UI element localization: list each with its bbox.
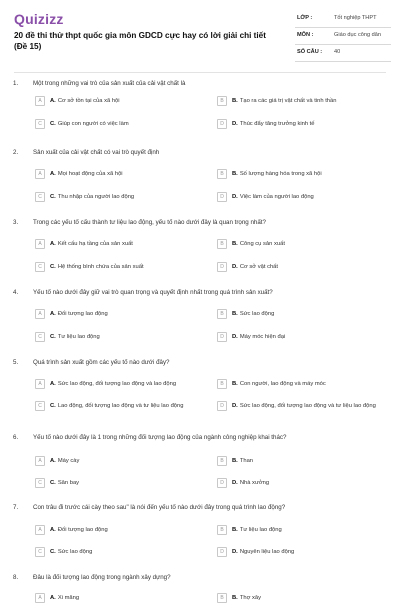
- option-letter-box: B: [217, 96, 227, 106]
- option-text: A. Xi măng: [50, 595, 80, 601]
- option-text: D. Việc làm của người lao động: [232, 194, 314, 200]
- question-text: Đâu là đối tượng lao động trong ngành xây dựng?: [33, 574, 171, 581]
- option-letter-box: C: [35, 119, 45, 129]
- option-text: A. Đối tượng lao động: [50, 527, 108, 533]
- question-text: Trong các yếu tố cấu thành tư liệu lao động, yếu tố nào dưới đây là quan trọng nhất?: [33, 219, 266, 226]
- option-letter-box: A: [35, 456, 45, 466]
- option-text: D. Máy móc hiện đại: [232, 334, 286, 340]
- worksheet-title: 20 đề thi thử thpt quốc gia môn GDCD cực hay có lời giải chi tiết (Đề 15): [14, 31, 266, 51]
- option-text: C. Sân bay: [50, 480, 80, 486]
- question-number: 7.: [13, 504, 19, 511]
- option-letter-box: D: [217, 262, 227, 272]
- option-text: D. Cơ sở vật chất: [232, 264, 279, 270]
- worksheet-header: [0, 0, 400, 72]
- question-number: 6.: [13, 434, 19, 441]
- meta-key: MÔN :: [297, 32, 314, 38]
- option-letter-box: A: [35, 309, 45, 319]
- meta-row-question-count: [295, 45, 391, 62]
- option-letter-box: C: [35, 332, 45, 342]
- option-letter-box: A: [35, 239, 45, 249]
- question-number: 4.: [13, 289, 19, 296]
- option-text: B. Con người, lao động và máy móc: [232, 381, 326, 387]
- option-letter-box: A: [35, 96, 45, 106]
- option-letter-box: A: [35, 525, 45, 535]
- option-text: D. Nguyên liệu lao động: [232, 549, 295, 555]
- option-text: B. Công cụ sản xuất: [232, 241, 285, 247]
- option-text: D. Nhà xưởng: [232, 480, 270, 486]
- option-text: B. Sức lao động: [232, 311, 275, 317]
- option-letter-box: C: [35, 401, 45, 411]
- option-text: B. Thợ xây: [232, 595, 262, 601]
- option-text: D. Thúc đẩy tăng trưởng kinh tế: [232, 121, 315, 127]
- question-text: Một trong những vai trò của sản xuất của cải vật chất là: [33, 80, 186, 87]
- option-letter-box: B: [217, 593, 227, 603]
- option-text: B. Tư liệu lao động: [232, 527, 282, 533]
- option-text: A. Máy cày: [50, 458, 80, 464]
- option-text: A. Cơ sở tồn tại của xã hội: [50, 98, 120, 104]
- option-text: B. Than: [232, 458, 254, 464]
- option-letter-box: B: [217, 379, 227, 389]
- option-letter-box: C: [35, 262, 45, 272]
- option-letter-box: D: [217, 478, 227, 488]
- meta-value: Tốt nghiệp THPT: [334, 15, 377, 21]
- option-letter-box: A: [35, 169, 45, 179]
- option-letter-box: B: [217, 456, 227, 466]
- option-text: A. Sức lao động, đối tượng lao động và lao động: [50, 381, 177, 387]
- quizizz-logo: Quizizz: [14, 11, 64, 27]
- option-letter-box: D: [217, 401, 227, 411]
- meta-value: 40: [334, 49, 341, 55]
- option-text: B. Tạo ra các giá trị vật chất và tinh thần: [232, 98, 337, 104]
- option-letter-box: B: [217, 239, 227, 249]
- question-number: 1.: [13, 80, 19, 87]
- question-number: 3.: [13, 219, 19, 226]
- option-letter-box: D: [217, 547, 227, 557]
- option-letter-box: C: [35, 478, 45, 488]
- option-letter-box: A: [35, 379, 45, 389]
- header-divider: [14, 72, 386, 73]
- option-letter-box: A: [35, 593, 45, 603]
- question-text: Yếu tố nào dưới đây giữ vai trò quan trọng và quyết định nhất trong quá trình sản xuất?: [33, 289, 273, 296]
- option-letter-box: B: [217, 525, 227, 535]
- meta-key: LỚP :: [297, 15, 313, 21]
- option-text: C. Sức lao động: [50, 549, 93, 555]
- question-text: Quá trình sản xuất gồm các yếu tố nào dưới đây?: [33, 359, 170, 366]
- option-text: C. Tư liệu lao động: [50, 334, 100, 340]
- option-text: C. Giúp con người có việc làm: [50, 121, 129, 127]
- question-number: 2.: [13, 149, 19, 156]
- option-letter-box: B: [217, 169, 227, 179]
- meta-key: SỐ CÂU :: [297, 49, 323, 55]
- option-letter-box: D: [217, 192, 227, 202]
- option-text: D. Sức lao động, đối tượng lao động và tư liệu lao động: [232, 403, 376, 409]
- question-number: 8.: [13, 574, 19, 581]
- worksheet-meta-table: [295, 11, 391, 62]
- question-text: Sản xuất của cải vật chất có vai trò quyết định: [33, 149, 160, 156]
- option-text: C. Lao động, đối tượng lao động và tư liệu lao động: [50, 403, 184, 409]
- option-text: A. Mọi hoạt động của xã hội: [50, 171, 123, 177]
- option-text: A. Đối tượng lao động: [50, 311, 108, 317]
- question-number: 5.: [13, 359, 19, 366]
- meta-value: Giáo dục công dân: [334, 32, 381, 38]
- question-text: Con trâu đi trước cái cày theo sau" là nói đến yếu tố nào dưới đây trong quá trình lao động?: [33, 504, 286, 511]
- question-text: Yếu tố nào dưới đây là 1 trong những đối tượng lao động của ngành công nghiệp khai thác?: [33, 434, 287, 441]
- meta-row-subject: [295, 28, 391, 45]
- option-text: A. Kết cấu hạ tầng của sản xuất: [50, 241, 133, 247]
- option-letter-box: D: [217, 332, 227, 342]
- option-letter-box: C: [35, 192, 45, 202]
- option-letter-box: C: [35, 547, 45, 557]
- option-letter-box: B: [217, 309, 227, 319]
- option-text: B. Số lượng hàng hóa trong xã hội: [232, 171, 322, 177]
- option-text: C. Thu nhập của người lao động: [50, 194, 135, 200]
- option-letter-box: D: [217, 119, 227, 129]
- option-text: C. Hệ thống bình chứa của sản xuất: [50, 264, 144, 270]
- meta-row-class: [295, 11, 391, 28]
